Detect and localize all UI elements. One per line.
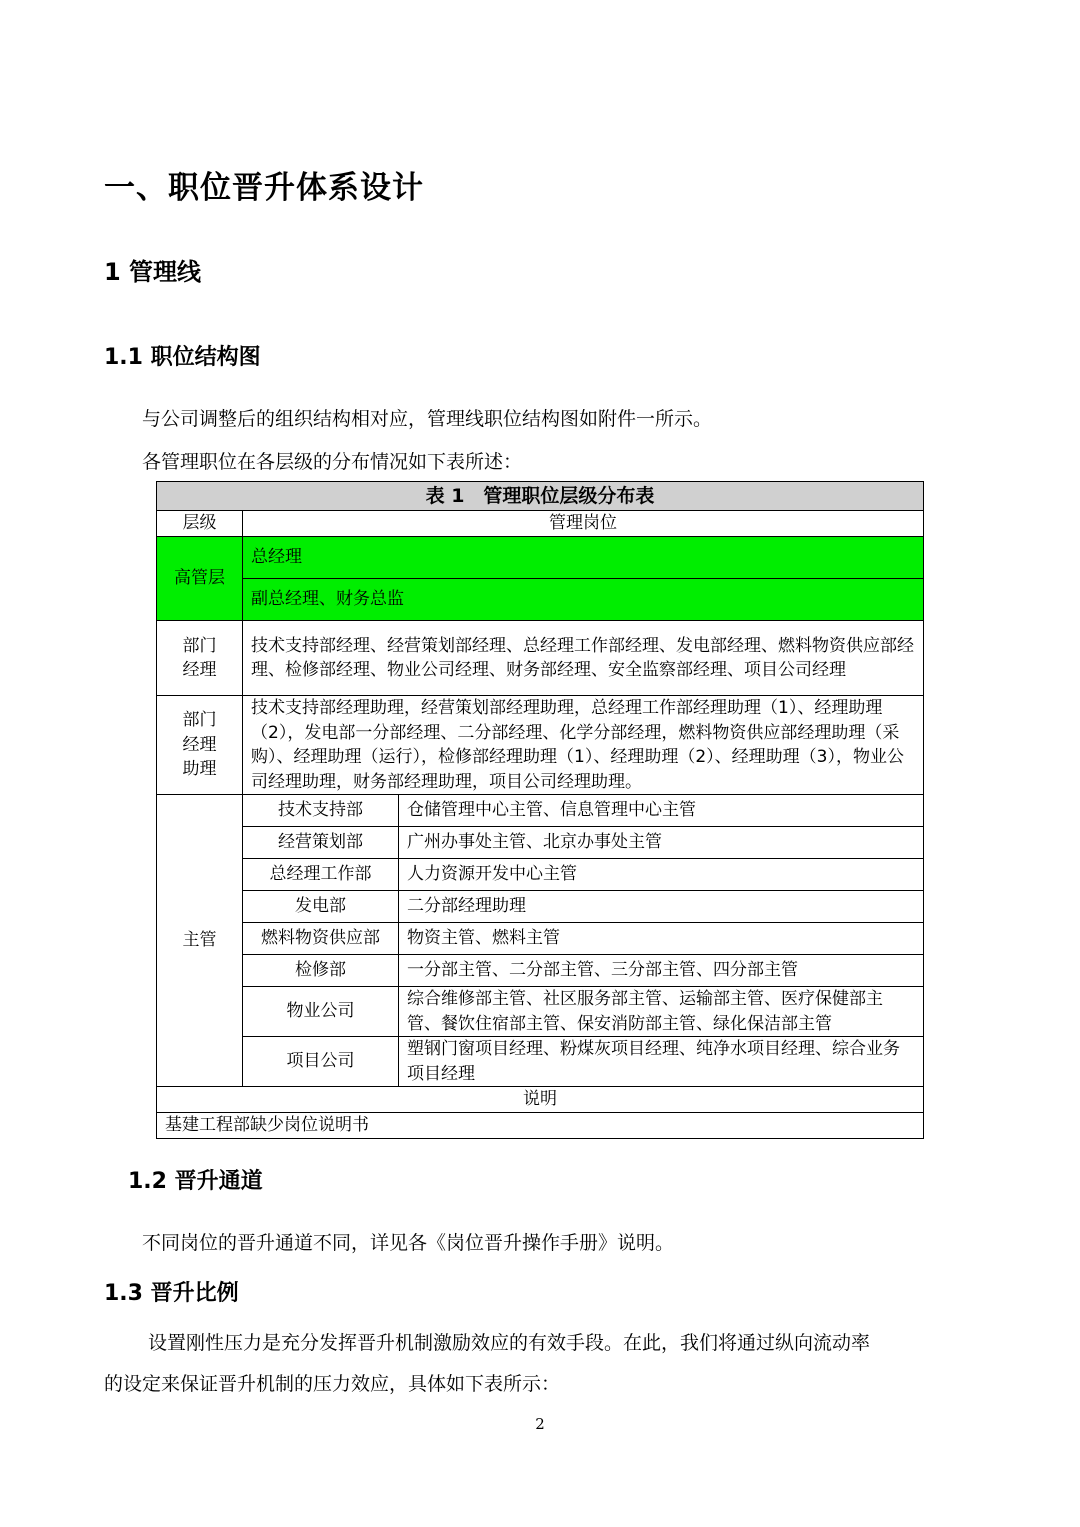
supervisor-roles: 广州办事处主管、北京办事处主管 <box>399 827 924 859</box>
supervisor-dept: 总经理工作部 <box>243 859 399 891</box>
note-header: 说明 <box>157 1087 924 1113</box>
table-title: 表 1 管理职位层级分布表 <box>157 482 924 511</box>
page-number: 2 <box>535 1415 545 1433</box>
level-dept-assistant: 部门经理助理 <box>157 696 243 795</box>
header-positions: 管理岗位 <box>243 511 924 537</box>
subsection-heading-1-1: 1.1 职位结构图 <box>104 345 261 370</box>
supervisor-roles: 物资主管、燃料主管 <box>399 923 924 955</box>
level-executive: 高管层 <box>157 537 243 621</box>
dept-assistant-positions: 技术支持部经理助理，经营策划部经理助理，总经理工作部经理助理（1）、经理助理（2），发电部一分部经理、二分部经理、化学分部经理，燃料物资供应部经理助理（采购）、经理助理（运行），检修部经理助理（1）、经理助理（2）、经理助理（3），物业公司经理助理，财务部经理助理，项目公司经理助理。 <box>243 696 924 795</box>
supervisor-dept: 技术支持部 <box>243 795 399 827</box>
supervisor-roles: 仓储管理中心主管、信息管理中心主管 <box>399 795 924 827</box>
executive-item: 副总经理、财务总监 <box>243 579 924 621</box>
paragraph-2: 各管理职位在各层级的分布情况如下表所述： <box>142 451 523 473</box>
note-text: 基建工程部缺少岗位说明书 <box>157 1113 924 1139</box>
executive-item: 总经理 <box>243 537 924 579</box>
section-heading-1: 1 管理线 <box>104 258 202 286</box>
subsection-heading-1-3: 1.3 晋升比例 <box>104 1281 239 1306</box>
supervisor-dept: 发电部 <box>243 891 399 923</box>
paragraph-4-line-1: 设置刚性压力是充分发挥晋升机制激励效应的有效手段。在此，我们将通过纵向流动率 <box>148 1332 871 1354</box>
paragraph-4-line-2: 的设定来保证晋升机制的压力效应，具体如下表所示： <box>104 1373 561 1395</box>
level-supervisor: 主管 <box>157 795 243 1087</box>
supervisor-dept: 项目公司 <box>243 1037 399 1087</box>
supervisor-roles: 塑钢门窗项目经理、粉煤灰项目经理、纯净水项目经理、综合业务项目经理 <box>399 1037 924 1087</box>
dept-manager-positions: 技术支持部经理、经营策划部经理、总经理工作部经理、发电部经理、燃料物资供应部经理、检修部经理、物业公司经理、财务部经理、安全监察部经理、项目公司经理 <box>243 621 924 696</box>
level-dept-manager: 部门经理 <box>157 621 243 696</box>
supervisor-dept: 检修部 <box>243 955 399 987</box>
position-level-table <box>156 481 924 1139</box>
subsection-heading-1-2: 1.2 晋升通道 <box>128 1169 263 1194</box>
paragraph-3: 不同岗位的晋升通道不同，详见各《岗位晋升操作手册》说明。 <box>142 1232 675 1254</box>
supervisor-dept: 燃料物资供应部 <box>243 923 399 955</box>
supervisor-dept: 物业公司 <box>243 987 399 1037</box>
supervisor-dept: 经营策划部 <box>243 827 399 859</box>
page-heading: 一、职位晋升体系设计 <box>104 170 424 206</box>
paragraph-1: 与公司调整后的组织结构相对应，管理线职位结构图如附件一所示。 <box>142 408 713 430</box>
supervisor-roles: 二分部经理助理 <box>399 891 924 923</box>
supervisor-roles: 一分部主管、二分部主管、三分部主管、四分部主管 <box>399 955 924 987</box>
supervisor-roles: 人力资源开发中心主管 <box>399 859 924 891</box>
supervisor-roles: 综合维修部主管、社区服务部主管、运输部主管、医疗保健部主管、餐饮住宿部主管、保安消防部主管、绿化保洁部主管 <box>399 987 924 1037</box>
header-level: 层级 <box>157 511 243 537</box>
